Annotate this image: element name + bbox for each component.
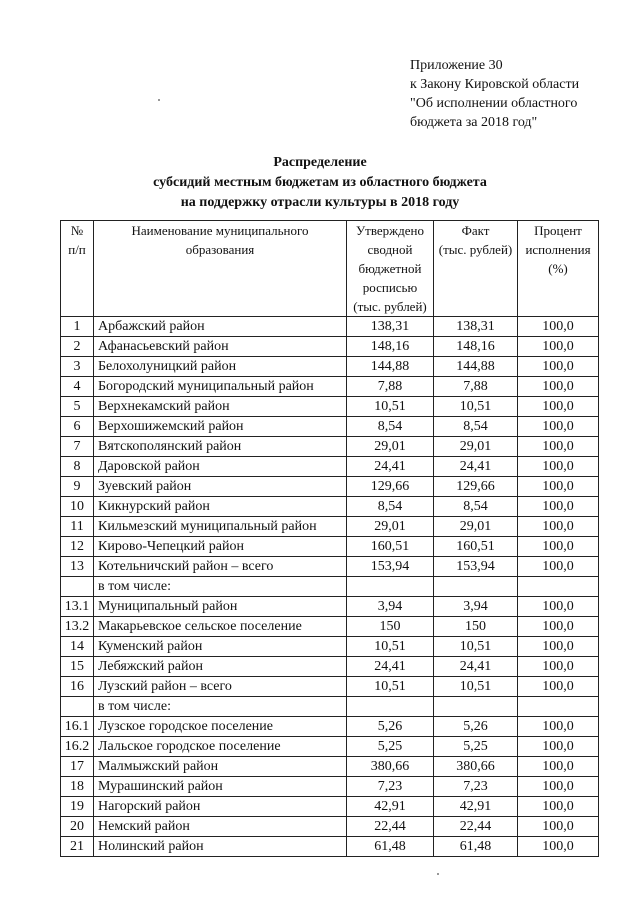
fact-amount: 5,25 — [434, 737, 518, 757]
table-row — [61, 737, 599, 757]
table-row — [61, 337, 599, 357]
execution-percent: 100,0 — [518, 497, 599, 517]
table-row — [61, 417, 599, 437]
fact-amount: 160,51 — [434, 537, 518, 557]
approved-amount — [347, 577, 434, 597]
approved-amount: 24,41 — [347, 457, 434, 477]
row-number: 20 — [61, 817, 94, 837]
municipality-name: Куменский район — [94, 637, 347, 657]
municipality-name: Нолинский район — [94, 837, 347, 857]
fact-amount: 129,66 — [434, 477, 518, 497]
fact-amount: 24,41 — [434, 657, 518, 677]
municipality-name: Кикнурский район — [94, 497, 347, 517]
approved-amount: 380,66 — [347, 757, 434, 777]
municipality-name: Немский район — [94, 817, 347, 837]
execution-percent: 100,0 — [518, 317, 599, 337]
municipality-name: Вятскополянский район — [94, 437, 347, 457]
municipality-name: Арбажский район — [94, 317, 347, 337]
table-row — [61, 377, 599, 397]
title-line: субсидий местным бюджетам из областного бюджета — [153, 175, 487, 190]
approved-amount: 22,44 — [347, 817, 434, 837]
execution-percent: 100,0 — [518, 377, 599, 397]
approved-amount: 5,26 — [347, 717, 434, 737]
fact-amount: 29,01 — [434, 517, 518, 537]
fact-amount: 61,48 — [434, 837, 518, 857]
row-number: 2 — [61, 337, 94, 357]
execution-percent: 100,0 — [518, 417, 599, 437]
table-row — [61, 517, 599, 537]
approved-amount: 10,51 — [347, 637, 434, 657]
table-row — [61, 557, 599, 577]
execution-percent: 100,0 — [518, 537, 599, 557]
annex-line: к Закону Кировской области — [410, 77, 580, 92]
approved-amount: 24,41 — [347, 657, 434, 677]
row-number: 13.2 — [61, 617, 94, 637]
fact-amount: 8,54 — [434, 497, 518, 517]
approved-amount: 42,91 — [347, 797, 434, 817]
municipality-name: Афанасьевский район — [94, 337, 347, 357]
execution-percent: 100,0 — [518, 337, 599, 357]
municipality-name: Нагорский район — [94, 797, 347, 817]
header-approved: Утверждено сводной бюджетной росписью (тыс. рублей) — [347, 221, 434, 317]
fact-amount: 22,44 — [434, 817, 518, 837]
fact-amount: 7,23 — [434, 777, 518, 797]
municipality-name: в том числе: — [94, 697, 347, 717]
row-number: 1 — [61, 317, 94, 337]
execution-percent: 100,0 — [518, 717, 599, 737]
fact-amount: 10,51 — [434, 637, 518, 657]
row-number — [61, 577, 94, 597]
approved-amount: 144,88 — [347, 357, 434, 377]
fact-amount — [434, 577, 518, 597]
row-number: 4 — [61, 377, 94, 397]
execution-percent: 100,0 — [518, 657, 599, 677]
approved-amount: 150 — [347, 617, 434, 637]
row-number: 3 — [61, 357, 94, 377]
annex-line: Приложение 30 — [410, 58, 503, 73]
approved-amount: 153,94 — [347, 557, 434, 577]
header-percent: Процент исполнения (%) — [518, 221, 599, 317]
municipality-name: Лальское городское поселение — [94, 737, 347, 757]
table-row — [61, 757, 599, 777]
fact-amount: 153,94 — [434, 557, 518, 577]
table-row — [61, 797, 599, 817]
execution-percent: 100,0 — [518, 637, 599, 657]
table-row — [61, 437, 599, 457]
approved-amount: 5,25 — [347, 737, 434, 757]
municipality-name: Даровской район — [94, 457, 347, 477]
fact-amount: 29,01 — [434, 437, 518, 457]
table-row — [61, 717, 599, 737]
table-row — [61, 837, 599, 857]
municipality-name: Муниципальный район — [94, 597, 347, 617]
row-number: 14 — [61, 637, 94, 657]
execution-percent: 100,0 — [518, 357, 599, 377]
header-municipality: Наименование муниципального образования — [94, 221, 347, 317]
fact-amount: 24,41 — [434, 457, 518, 477]
row-number: 16.1 — [61, 717, 94, 737]
table-row — [61, 397, 599, 417]
approved-amount: 10,51 — [347, 677, 434, 697]
row-number: 10 — [61, 497, 94, 517]
row-number: 13.1 — [61, 597, 94, 617]
approved-amount: 10,51 — [347, 397, 434, 417]
execution-percent: 100,0 — [518, 837, 599, 857]
approved-amount: 29,01 — [347, 517, 434, 537]
row-number: 16.2 — [61, 737, 94, 757]
annex-line: "Об исполнении областного — [410, 96, 578, 111]
annex-note — [410, 56, 579, 132]
row-number: 15 — [61, 657, 94, 677]
table-row — [61, 577, 599, 597]
execution-percent: 100,0 — [518, 617, 599, 637]
approved-amount: 29,01 — [347, 437, 434, 457]
fact-amount: 7,88 — [434, 377, 518, 397]
fact-amount: 3,94 — [434, 597, 518, 617]
title-line: на поддержку отрасли культуры в 2018 году — [180, 195, 460, 210]
municipality-name: Малмыжский район — [94, 757, 347, 777]
row-number: 17 — [61, 757, 94, 777]
approved-amount: 61,48 — [347, 837, 434, 857]
execution-percent: 100,0 — [518, 437, 599, 457]
approved-amount: 160,51 — [347, 537, 434, 557]
annex-line: бюджета за 2018 год" — [410, 115, 538, 130]
execution-percent: 100,0 — [518, 517, 599, 537]
header-fact: Факт (тыс. рублей) — [434, 221, 518, 317]
approved-amount: 7,88 — [347, 377, 434, 397]
row-number: 7 — [61, 437, 94, 457]
fact-amount: 150 — [434, 617, 518, 637]
fact-amount: 10,51 — [434, 397, 518, 417]
execution-percent: 100,0 — [518, 457, 599, 477]
municipality-name: Верхнекамский район — [94, 397, 347, 417]
table-header-row — [61, 221, 599, 317]
table-row — [61, 657, 599, 677]
approved-amount: 148,16 — [347, 337, 434, 357]
row-number: 6 — [61, 417, 94, 437]
fact-amount: 42,91 — [434, 797, 518, 817]
approved-amount: 8,54 — [347, 417, 434, 437]
municipality-name: Мурашинский район — [94, 777, 347, 797]
fact-amount: 144,88 — [434, 357, 518, 377]
row-number: 18 — [61, 777, 94, 797]
row-number — [61, 697, 94, 717]
municipality-name: Богородский муниципальный район — [94, 377, 347, 397]
fact-amount — [434, 697, 518, 717]
execution-percent: 100,0 — [518, 677, 599, 697]
municipality-name: Кильмезский муниципальный район — [94, 517, 347, 537]
execution-percent — [518, 697, 599, 717]
table-row — [61, 477, 599, 497]
table-row — [61, 457, 599, 477]
approved-amount: 3,94 — [347, 597, 434, 617]
header-number: № п/п — [61, 221, 94, 317]
municipality-name: Лузский район – всего — [94, 677, 347, 697]
approved-amount: 138,31 — [347, 317, 434, 337]
title-line: Распределение — [273, 155, 367, 170]
row-number: 19 — [61, 797, 94, 817]
municipality-name: Лузское городское поселение — [94, 717, 347, 737]
table-row — [61, 677, 599, 697]
row-number: 16 — [61, 677, 94, 697]
execution-percent: 100,0 — [518, 397, 599, 417]
scan-speck — [158, 99, 160, 101]
execution-percent: 100,0 — [518, 477, 599, 497]
municipality-name: Верхошижемский район — [94, 417, 347, 437]
municipality-name: Белохолуницкий район — [94, 357, 347, 377]
row-number: 21 — [61, 837, 94, 857]
fact-amount: 10,51 — [434, 677, 518, 697]
execution-percent: 100,0 — [518, 597, 599, 617]
municipality-name: Макарьевское сельское поселение — [94, 617, 347, 637]
fact-amount: 148,16 — [434, 337, 518, 357]
fact-amount: 380,66 — [434, 757, 518, 777]
fact-amount: 138,31 — [434, 317, 518, 337]
table-row — [61, 357, 599, 377]
municipality-name: Кирово-Чепецкий район — [94, 537, 347, 557]
subsidy-table — [60, 220, 599, 857]
row-number: 8 — [61, 457, 94, 477]
municipality-name: Лебяжский район — [94, 657, 347, 677]
execution-percent: 100,0 — [518, 797, 599, 817]
row-number: 5 — [61, 397, 94, 417]
table-row — [61, 317, 599, 337]
row-number: 13 — [61, 557, 94, 577]
execution-percent: 100,0 — [518, 817, 599, 837]
table-row — [61, 817, 599, 837]
row-number: 11 — [61, 517, 94, 537]
municipality-name: в том числе: — [94, 577, 347, 597]
execution-percent — [518, 577, 599, 597]
table-row — [61, 637, 599, 657]
scan-speck — [437, 873, 439, 875]
row-number: 12 — [61, 537, 94, 557]
execution-percent: 100,0 — [518, 557, 599, 577]
fact-amount: 8,54 — [434, 417, 518, 437]
table-row — [61, 537, 599, 557]
approved-amount — [347, 697, 434, 717]
fact-amount: 5,26 — [434, 717, 518, 737]
document-title — [0, 153, 640, 213]
table-row — [61, 617, 599, 637]
table-row — [61, 697, 599, 717]
execution-percent: 100,0 — [518, 777, 599, 797]
municipality-name: Котельничский район – всего — [94, 557, 347, 577]
execution-percent: 100,0 — [518, 737, 599, 757]
table-row — [61, 777, 599, 797]
table-row — [61, 597, 599, 617]
table-row — [61, 497, 599, 517]
execution-percent: 100,0 — [518, 757, 599, 777]
approved-amount: 8,54 — [347, 497, 434, 517]
approved-amount: 7,23 — [347, 777, 434, 797]
approved-amount: 129,66 — [347, 477, 434, 497]
municipality-name: Зуевский район — [94, 477, 347, 497]
row-number: 9 — [61, 477, 94, 497]
